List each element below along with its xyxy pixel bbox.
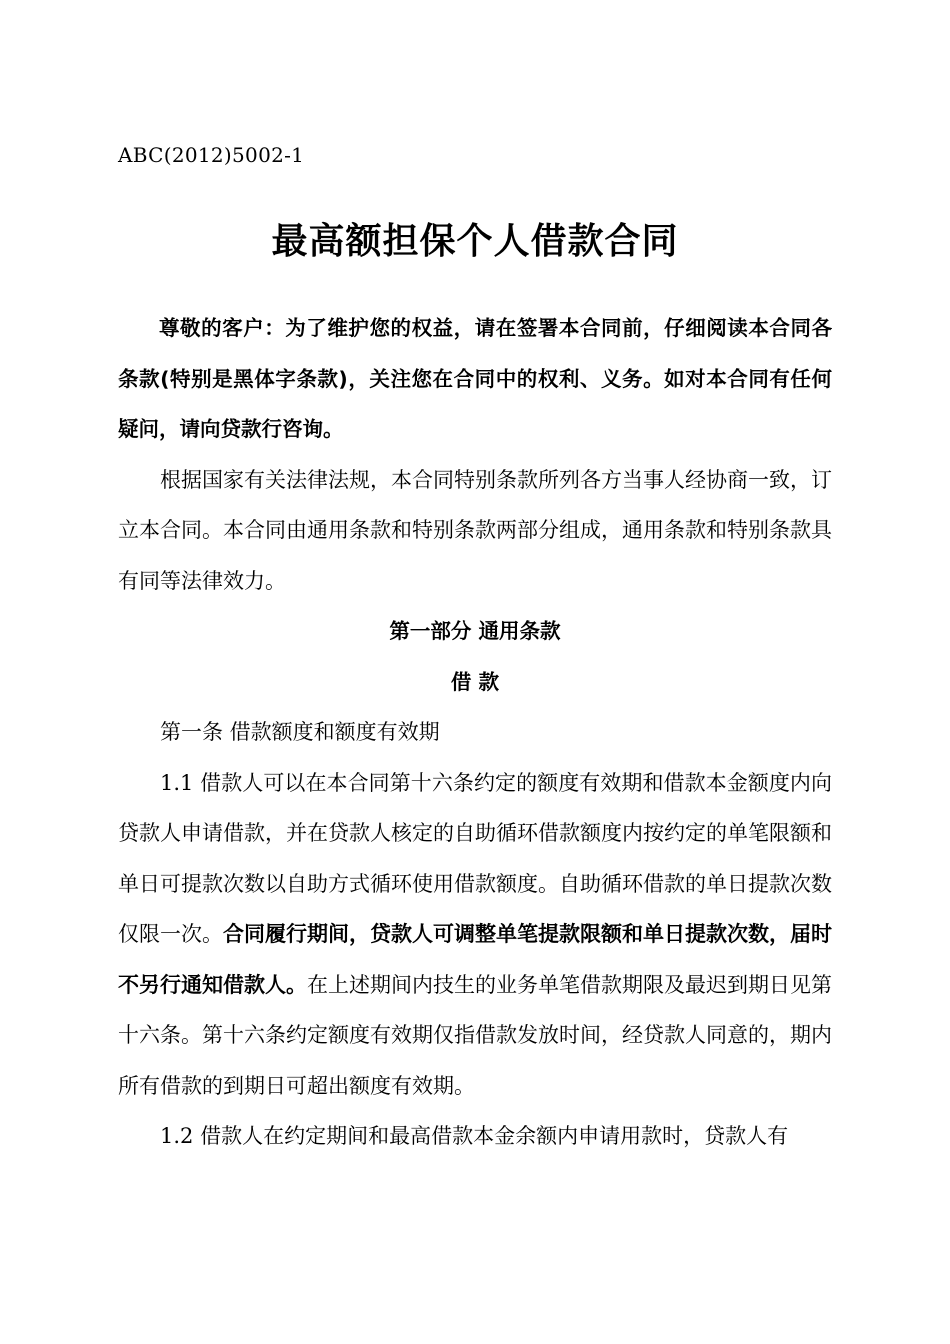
customer-notice: 尊敬的客户：为了维护您的权益，请在签署本合同前，仔细阅读本合同各条款(特别是黑体字条款)，关注您在合同中的权利、义务。如对本合同有任何疑问，请向贷款行咨询。 xyxy=(118,316,832,441)
intro-paragraph: 根据国家有关法律法规，本合同特别条款所列各方当事人经协商一致，订立本合同。本合同由通用条款和特别条款两部分组成，通用条款和特别条款具有同等法律效力。 xyxy=(118,467,832,593)
clause-1-1 xyxy=(118,758,832,1112)
document-code: ABC(2012)5002-1 xyxy=(118,143,305,167)
clause-1-2: 1.2 借款人在约定期间和最高借款本金余额内申请用款时，贷款人有 xyxy=(160,1124,789,1148)
clause-1-1-text-b: 在上述期间内技生的业务单笔借款期限及最迟到期日见第十六条。第十六条约定额度有效期仅指借款发放时间，经贷款人同意的，期内所有借款的到期日可超出额度有效期。 xyxy=(118,972,832,1098)
part-heading: 第一部分 通用条款 xyxy=(389,619,561,643)
section-heading: 借 款 xyxy=(450,669,500,694)
contract-body xyxy=(118,303,832,1162)
article-1-heading: 第一条 借款额度和额度有效期 xyxy=(160,720,440,744)
clause-1-1-bold-text: 合同履行期间，贷款人可调整单笔提款限额和单日提款次数，届时不另行通知借款人。 xyxy=(118,922,832,997)
document-title: 最高额担保个人借款合同 xyxy=(271,221,679,262)
clause-1-1-text-a: 1.1 借款人可以在本合同第十六条约定的额度有效期和借款本金额度内向贷款人申请借款，并在贷款人核定的自助循环借款额度内按约定的单笔限额和单日可提款次数以自助方式循环使用借款额度。自助循环借款的单日提款次数仅限一次。 xyxy=(118,770,832,946)
